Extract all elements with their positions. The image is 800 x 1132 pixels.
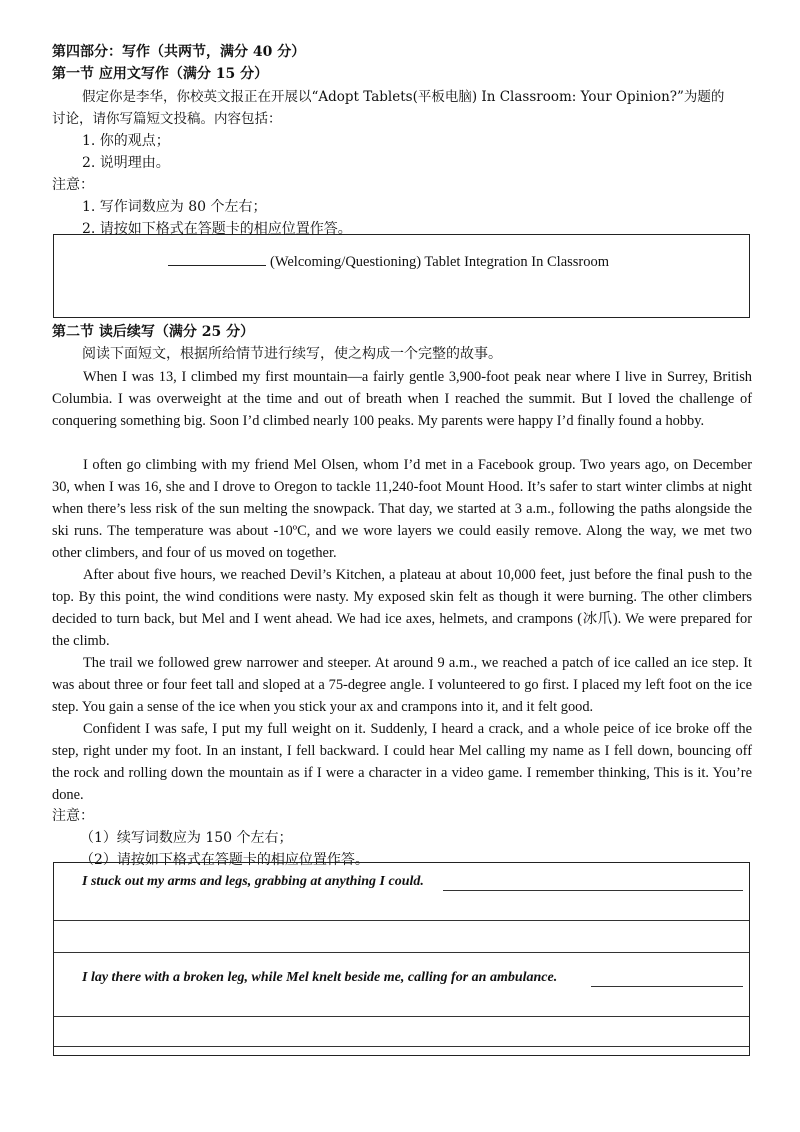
section1-point-1: 1. 你的观点； [82,133,170,149]
section2-note-1: （1）续写词数应为 150 个左右； [80,830,293,846]
story-paragraph-5: Confident I was safe, I put my full weight on it. Suddenly, I heard a crack, and a whole peice of ice broke off the step, right under my foot. In an instant, I fell backward. I could hear Mel calling my name as I fell down, bouncing off the rock and rolling down the mountain as if I were a character in a video game. I remember thinking, This is it. You’re done. [52,721,752,803]
part4-title: 第四部分：写作（共两节，满分 40 分） [52,44,306,60]
section1-box-heading: (Welcoming/Questioning) Tablet Integration In Classroom [270,254,610,270]
section1-intro-line1: 假定你是李华，你校英文报正在开展以“Adopt Tablets(平板电脑) In Classroom: Your Opinion?”为题的 [82,89,725,105]
continuation-prompt-2: I lay there with a broken leg, while Mel knelt beside me, calling for an ambulance. [82,970,558,985]
answer-line [54,920,749,921]
section1-box-heading-row [168,251,609,271]
answer-line [54,952,749,953]
section1-note-2: 2. 请按如下格式在答题卡的相应位置作答。 [82,221,352,237]
answer-line [443,890,743,891]
answer-line [54,1016,749,1017]
answer-line [54,1046,749,1047]
story-paragraph-4: The trail we followed grew narrower and steeper. At around 9 a.m., we reached a patch of ice called an ice step. It was about three or four feet tall and sloped at a 75-degree angle. I volunteered to go first. I placed my left foot on the ice step. You gain a sense of the ice when you stick your ax and crampons into it, and it felt good. [52,655,752,715]
section1-point-2: 2. 说明理由。 [82,155,170,171]
story-paragraph-2: I often go climbing with my friend Mel Olsen, whom I’d met in a Facebook group. Two years ago, on December 30, when I was 16, she and I drove to Oregon to tackle 11,240-foot Mount Hood. It’s safer to start winter climbs at night when there’s less risk of the sun melting the snowpack. That day, we started at 3 a.m., following the paths alongside the ski runs. The temperature was about -10ºC, and we wore layers we could easily remove. Along the way, we met two other climbers, and four of us moved on together. [52,457,752,561]
section2-note-2: （2）请按如下格式在答题卡的相应位置作答。 [80,852,369,868]
title-blank [168,251,266,266]
section2-title: 第二节 读后续写（满分 25 分） [52,324,255,340]
answer-line [591,986,743,987]
section2-notes-label: 注意： [52,808,94,824]
section2-intro: 阅读下面短文，根据所给情节进行续写，使之构成一个完整的故事。 [82,346,502,362]
story-paragraph-3: After about five hours, we reached Devil’s Kitchen, a plateau at about 10,000 feet, just before the final push to the top. By this point, the wind conditions were nasty. My exposed skin felt as though it were burning. The other climbers decided to turn back, but Mel and I went ahead. We had ice axes, helmets, and crampons (冰爪). We were prepared for the climb. [52,567,752,649]
section1-note-1: 1. 写作词数应为 80 个左右； [82,199,267,215]
section1-title: 第一节 应用文写作（满分 15 分） [52,66,269,82]
section1-intro-line2: 讨论，请你写篇短文投稿。内容包括： [52,111,282,127]
section1-notes-label: 注意： [52,177,94,193]
story-paragraph-1: When I was 13, I climbed my first mountain—a fairly gentle 3,900-foot peak near where I live in Surrey, British Columbia. I was overweight at the time and out of breath when I reached the summit. But I loved the challenge of conquering something big. Soon I’d climbed nearly 100 peaks. My parents were happy I’d finally found a hobby. [52,369,752,429]
continuation-writing-box [53,862,750,1056]
continuation-prompt-1: I stuck out my arms and legs, grabbing at anything I could. [82,874,424,889]
section1-answer-box [53,234,750,318]
